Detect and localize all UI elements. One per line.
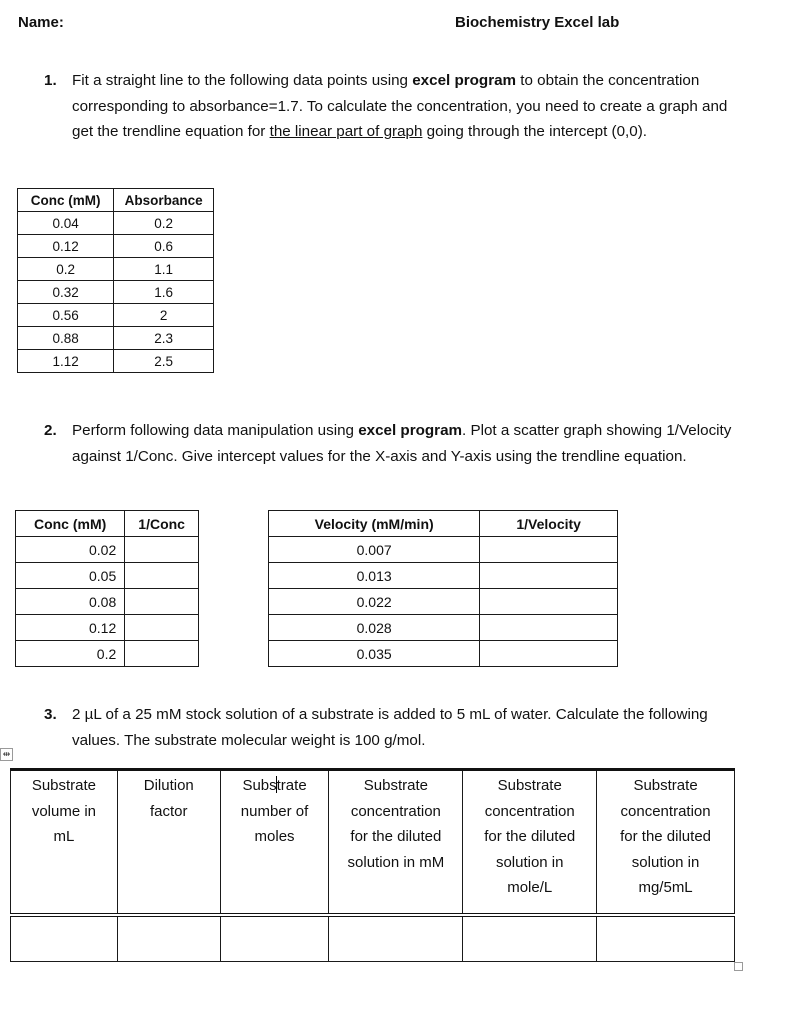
cell-conc[interactable]: 0.02 [16, 537, 125, 563]
cell-conc[interactable]: 0.05 [16, 563, 125, 589]
table-row [269, 641, 618, 667]
cell-conc[interactable]: 0.2 [16, 641, 125, 667]
header-substrate-volume[interactable]: Substrate volume in mL [11, 770, 118, 916]
table-row [18, 350, 214, 373]
header-conc: Conc (mM) [16, 511, 125, 537]
cell-absorbance[interactable]: 2.5 [114, 350, 214, 373]
cell-inverse-conc[interactable] [125, 641, 199, 667]
question-1-text: Fit a straight line to the following data points using excel program to obtain the concentration corresponding to absorbance=1.7. To calculate the concentration, you need to create a graph and get the trendline equation for the linear part of graph going through the intercept (0,0). [72, 72, 728, 140]
cell-velocity[interactable]: 0.013 [269, 563, 480, 589]
conc-table [15, 510, 199, 667]
table-row [16, 537, 199, 563]
cell-conc[interactable]: 0.88 [18, 327, 114, 350]
header-conc-mm[interactable]: Substrate concentration for the diluted solution in mM [329, 770, 463, 916]
question-2-number: 2. [44, 422, 57, 439]
question-1-number: 1. [44, 72, 57, 89]
cell-conc[interactable]: 0.12 [16, 615, 125, 641]
table-header-row [269, 511, 618, 537]
cell-substrate-moles[interactable] [220, 915, 329, 962]
cell-inverse-conc[interactable] [125, 563, 199, 589]
cell-conc[interactable]: 0.2 [18, 258, 114, 281]
table-row [18, 281, 214, 304]
cell-velocity[interactable]: 0.007 [269, 537, 480, 563]
cell-conc[interactable]: 0.56 [18, 304, 114, 327]
question-3 [44, 702, 734, 753]
table-row [269, 537, 618, 563]
table-row [18, 327, 214, 350]
table-header-row [16, 511, 199, 537]
question-2-text: Perform following data manipulation using excel program. Plot a scatter graph showing 1/Velocity against 1/Conc. Give intercept values for the X-axis and Y-axis using the trendline equation. [72, 422, 732, 465]
cell-conc[interactable]: 0.32 [18, 281, 114, 304]
cell-conc-mm[interactable] [329, 915, 463, 962]
table-row [18, 212, 214, 235]
cell-conc[interactable]: 0.04 [18, 212, 114, 235]
cell-velocity[interactable]: 0.035 [269, 641, 480, 667]
question-1 [44, 68, 734, 145]
cell-absorbance[interactable]: 2.3 [114, 327, 214, 350]
cell-conc-mg-per-5ml[interactable] [597, 915, 735, 962]
table-row [269, 589, 618, 615]
cell-inverse-conc[interactable] [125, 589, 199, 615]
header-inverse-velocity: 1/Velocity [480, 511, 618, 537]
cell-velocity[interactable]: 0.028 [269, 615, 480, 641]
cell-absorbance[interactable]: 1.1 [114, 258, 214, 281]
document-title: Biochemistry Excel lab [455, 14, 620, 31]
velocity-table [268, 510, 618, 667]
table-row [18, 304, 214, 327]
table-row [269, 615, 618, 641]
absorbance-table [17, 188, 214, 373]
cell-conc[interactable]: 1.12 [18, 350, 114, 373]
cell-inverse-conc[interactable] [125, 615, 199, 641]
cell-conc-mole-per-l[interactable] [463, 915, 597, 962]
cell-inverse-velocity[interactable] [480, 563, 618, 589]
cell-absorbance[interactable]: 2 [114, 304, 214, 327]
header-substrate-moles[interactable]: Substrate number of moles [220, 770, 329, 916]
table-row [18, 258, 214, 281]
table-row [16, 563, 199, 589]
name-label: Name: [18, 14, 64, 31]
question-2 [44, 418, 734, 469]
table-move-handle-icon[interactable]: ⇹ [0, 748, 13, 761]
cell-absorbance[interactable]: 0.2 [114, 212, 214, 235]
cell-inverse-conc[interactable] [125, 537, 199, 563]
table-row [16, 589, 199, 615]
header-velocity: Velocity (mM/min) [269, 511, 480, 537]
table-header-row [11, 770, 735, 916]
question-3-number: 3. [44, 706, 57, 723]
cell-inverse-velocity[interactable] [480, 615, 618, 641]
cell-conc[interactable]: 0.12 [18, 235, 114, 258]
header-conc-mg-per-5ml[interactable]: Substrate concentration for the diluted solution in mg/5mL [597, 770, 735, 916]
cell-conc[interactable]: 0.08 [16, 589, 125, 615]
question-3-text: 2 µL of a 25 mM stock solution of a substrate is added to 5 mL of water. Calculate the following values. The substrate molecular weight is 100 g/mol. [72, 706, 708, 749]
header-dilution-factor[interactable]: Dilution factor [117, 770, 220, 916]
table-row [18, 235, 214, 258]
header-absorbance: Absorbance [114, 189, 214, 212]
cell-substrate-volume[interactable] [11, 915, 118, 962]
table-row [16, 641, 199, 667]
table-header-row [18, 189, 214, 212]
cell-inverse-velocity[interactable] [480, 537, 618, 563]
underlined-phrase: the linear part of graph [269, 123, 423, 140]
table-resize-handle-icon[interactable] [734, 962, 743, 971]
header-inverse-conc: 1/Conc [125, 511, 199, 537]
cell-dilution-factor[interactable] [117, 915, 220, 962]
table-row [16, 615, 199, 641]
cell-inverse-velocity[interactable] [480, 589, 618, 615]
cell-inverse-velocity[interactable] [480, 641, 618, 667]
dilution-table [10, 768, 735, 962]
cell-absorbance[interactable]: 0.6 [114, 235, 214, 258]
header-conc-mole-per-l[interactable]: Substrate concentration for the diluted solution in mole/L [463, 770, 597, 916]
cell-velocity[interactable]: 0.022 [269, 589, 480, 615]
table-row [11, 915, 735, 962]
header-conc: Conc (mM) [18, 189, 114, 212]
cell-absorbance[interactable]: 1.6 [114, 281, 214, 304]
table-row [269, 563, 618, 589]
